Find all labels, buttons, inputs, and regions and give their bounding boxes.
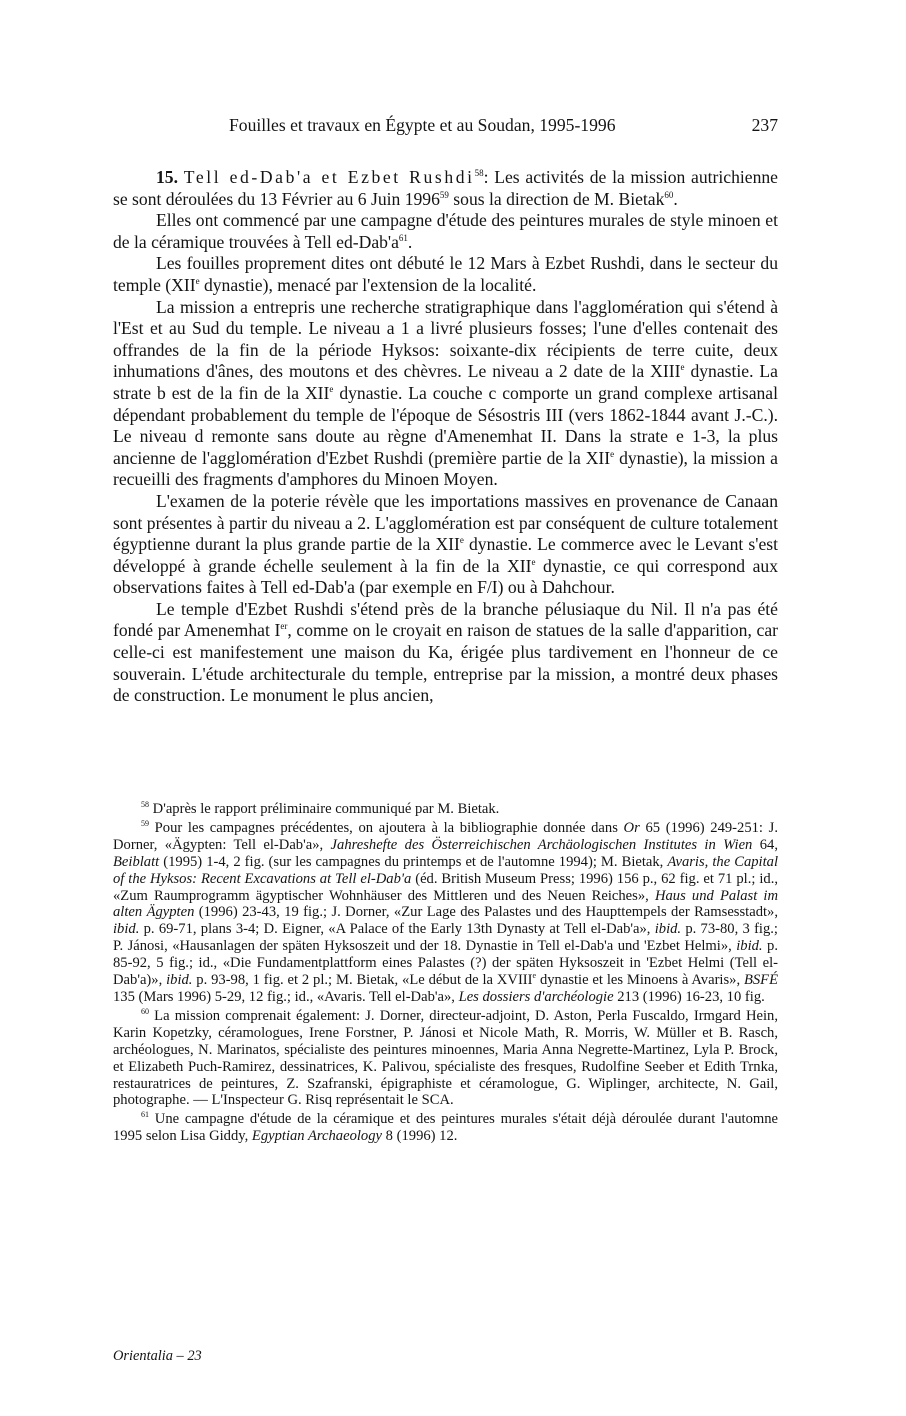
footnote-text: 65 (1996) 249-251: J. Dorner, «Ägypten: Tell el-Dab'a», <box>113 819 778 853</box>
footnote-ref-61[interactable]: 61 <box>398 232 408 243</box>
paragraph-2-end: . <box>407 231 413 252</box>
paragraph-4-text-b: dynastie. La strate b est de la fin de la XII <box>113 361 778 403</box>
ordinal-sup: e <box>531 556 536 567</box>
paragraph-4-text-c: dynastie. La couche c comporte un grand complexe artisanal dépendant probablement du temple de l'époque de Sésostris III (vers 1862-1844 avant J.-C.). Le niveau d remonte sans doute au règne d'Amenemhat II. Dans la strate e 1-3, la plus ancienne de l'agglomération d'Ezbet Rushdi (première partie de la XII <box>113 382 778 468</box>
footnote-text: p. 93-98, 1 fig. et 2 pl.; M. Bietak, «Le début de la XVIII <box>192 972 533 989</box>
running-title: Fouilles et travaux en Égypte et au Soudan, 1995-1996 <box>229 115 616 135</box>
citation-title: Or <box>623 819 640 836</box>
paragraph-6 <box>113 599 778 707</box>
footnote-60 <box>113 1008 778 1109</box>
intro-period: . <box>673 188 678 209</box>
paragraph-4-text-a: La mission a entrepris une recherche stratigraphique dans l'agglomération qui s'étend à l'Est et au Sud du temple. Le niveau a 1 a livré plusieurs fosses; l'une d'elles contenait des offrandes de la fin de la période Hyksos: soixante-dix récipients de terre cuite, deux inhumations d'ânes, des moutons et des chèvres. Le niveau a 2 date de la XIII <box>113 296 778 382</box>
footnote-text: D'après le rapport préliminaire communiqué par M. Bietak. <box>149 801 500 817</box>
footnote-text: p. 85-92, 5 fig.; id., «Die Fundamentplattform eines Palastes (?) der späten Hyksoszeit in 'Ezbet Helmi (Tell el-Dab'a)», <box>113 938 778 989</box>
intro-text: : Les activités de la mission autrichienne se sont déroulées du 13 Février au 6 Juin 1996 <box>113 167 778 209</box>
citation-ibid: ibid. <box>736 938 763 955</box>
paragraph-5-text-a: L'examen de la poterie révèle que les importations massives en provenance de Canaan sont présentes à partir du niveau a 2. L'agglomération est par conséquent de culture totalement égyptienne durant la plus grande partie de la XII <box>113 490 778 555</box>
paragraph-5-text-c: dynastie, ce qui correspond aux observations faites à Tell ed-Dab'a (par exemple en F/I) ou à Dahchour. <box>113 555 778 598</box>
ordinal-sup: e <box>329 383 334 394</box>
footnote-number: 59 <box>141 818 149 828</box>
footnote-ref-60[interactable]: 60 <box>664 189 674 200</box>
footnote-text: dynastie et les Minoens à Avaris», <box>536 972 744 989</box>
main-text <box>113 167 778 707</box>
paragraph-3-text: Les fouilles proprement dites ont débuté le 12 Mars à Ezbet Rushdi, dans le secteur du temple (XII <box>113 253 778 295</box>
footnote-text: 64, <box>752 836 778 853</box>
footnotes <box>113 801 778 1147</box>
footnote-text: p. 73-80, 3 fig.; P. Jánosi, «Hausanlagen der späten Hyksoszeit und der 18. Dynastie in Tell el-Dab'a und 'Ezbet Helmi», <box>113 921 778 955</box>
ordinal-sup: e <box>195 275 200 286</box>
signature-mark: Orientalia – 23 <box>113 1348 202 1364</box>
paragraph-5 <box>113 491 778 599</box>
footnote-number: 60 <box>141 1006 149 1016</box>
page-header <box>113 115 778 141</box>
paragraph-4 <box>113 297 778 491</box>
ordinal-sup: e <box>459 535 464 546</box>
footnote-59 <box>113 820 778 1006</box>
footnote-58 <box>113 801 778 818</box>
paragraph-2 <box>113 210 778 253</box>
section-title: Tell ed-Dab'a et Ezbet Rushdi <box>183 167 475 187</box>
citation-title: Les dossiers d'archéologie <box>458 988 614 1005</box>
paragraph-2-text: Elles ont commencé par une campagne d'étude des peintures murales de style minoen et de la céramique trouvées à Tell ed-Dab'a <box>113 210 778 252</box>
paragraph-4-text-d: dynastie), la mission a recueilli des fragments d'amphores du Minoen Moyen. <box>113 447 778 490</box>
footnote-text: p. 69-71, plans 3-4; D. Eigner, «A Palace of the Early 13th Dynasty at Tell el-Dab'a», <box>139 921 655 938</box>
ordinal-sup: e <box>680 362 685 373</box>
paragraph-6-text-b: , comme on le croyait en raison de statues de la salle d'apparition, car celle-ci est manifestement une maison du Ka, érigée plus tardivement en l'honneur de ce souverain. L'étude architecturale du temple, entreprise par la mission, a montré deux phases de construction. Le monument le plus ancien, <box>113 620 778 706</box>
citation-title: Avaris, the Capital of the Hyksos: Recent Excavations at Tell el-Dab'a <box>113 853 779 887</box>
paragraph-intro <box>113 167 778 210</box>
footnote-text: 135 (Mars 1996) 5-29, 12 fig.; id., «Avaris. Tell el-Dab'a», <box>113 988 459 1005</box>
footnote-text: (1995) 1-4, 2 fig. (sur les campagnes du printemps et de l'automne 1994); M. Bietak, <box>159 853 668 870</box>
citation-ibid: ibid. <box>654 921 682 938</box>
section-number: 15. <box>156 167 178 187</box>
ordinal-sup: er <box>280 621 288 632</box>
footnote-ref-58[interactable]: 58 <box>474 168 484 178</box>
paragraph-5-text-b: dynastie. Le commerce avec le Levant s'est développé à grande échelle seulement à la fin de la XII <box>113 534 778 576</box>
footnote-number: 58 <box>141 800 149 809</box>
footnote-text: Une campagne d'étude de la céramique et des peintures murales s'était déjà déroulée durant l'automne 1995 selon Lisa Giddy, <box>113 1111 778 1145</box>
footnote-ref-59[interactable]: 59 <box>439 189 449 200</box>
paragraph-3-text-end: dynastie), menacé par l'extension de la localité. <box>199 274 537 295</box>
footnote-text: 213 (1996) 16-23, 10 fig. <box>613 988 765 1005</box>
footnote-text: 8 (1996) 12. <box>382 1128 458 1145</box>
footnote-61 <box>113 1111 778 1145</box>
paragraph-6-text-a: Le temple d'Ezbet Rushdi s'étend près de la branche pélusiaque du Nil. Il n'a pas été fondé par Amenemhat I <box>113 598 778 641</box>
citation-ibid: ibid. <box>166 972 193 989</box>
footnote-number: 61 <box>141 1110 149 1120</box>
intro-text-end: sous la direction de M. Bietak <box>448 188 665 209</box>
citation-title: BSFÉ <box>743 972 779 989</box>
paragraph-3 <box>113 253 778 296</box>
page-number: 237 <box>751 115 778 135</box>
citation-title: Egyptian Archaeology <box>251 1128 383 1145</box>
footnote-text: (éd. British Museum Press; 1996) 156 p., 62 fig. et 71 pl.; id., «Zum Raumprogramm ägyptischer Wohnhäuser des Mittleren und des Neuen Reiches», <box>113 870 778 904</box>
citation-title: Haus und Palast im alten Ägypten <box>113 887 778 921</box>
ordinal-sup: e <box>532 971 537 981</box>
citation-title: Beiblatt <box>113 853 160 870</box>
citation-title: Jahreshefte des Österreichischen Archäologischen Institutes in Wien <box>330 836 753 853</box>
citation-ibid: ibid. <box>113 921 140 938</box>
ordinal-sup: e <box>610 448 615 459</box>
footnote-text: Pour les campagnes précédentes, on ajoutera à la bibliographie donnée dans <box>149 819 624 836</box>
footnote-text: La mission comprenait également: J. Dorner, directeur-adjoint, D. Aston, Perla Fuscaldo, Irmgard Hein, Karin Kopetzky, céramologues, Irene Forstner, P. Jánosi et Nicole Math, R. Morris, W. Müller et B. Rasch, archéologues, N. Marinatos, spécialiste des peintures minoennes, Maria Anna Negrette-Martinez, Lyla P. Brock, et Elizabeth Puch-Ramirez, dessinatrices, K. Palivou, spécialiste des fresques, Rudolfine Seeber et Edith Trnka, restauratrices de peintures, Z. Szafranski, épigraphiste et céramologue, G. Wiplinger, architecte, N. Gail, photographe. — L'Inspecteur G. Risq représentait le SCA. <box>113 1007 778 1109</box>
footnote-text: (1996) 23-43, 19 fig.; J. Dorner, «Zur Lage des Palastes und des Haupttempels der Ramsesstadt», <box>194 904 778 921</box>
